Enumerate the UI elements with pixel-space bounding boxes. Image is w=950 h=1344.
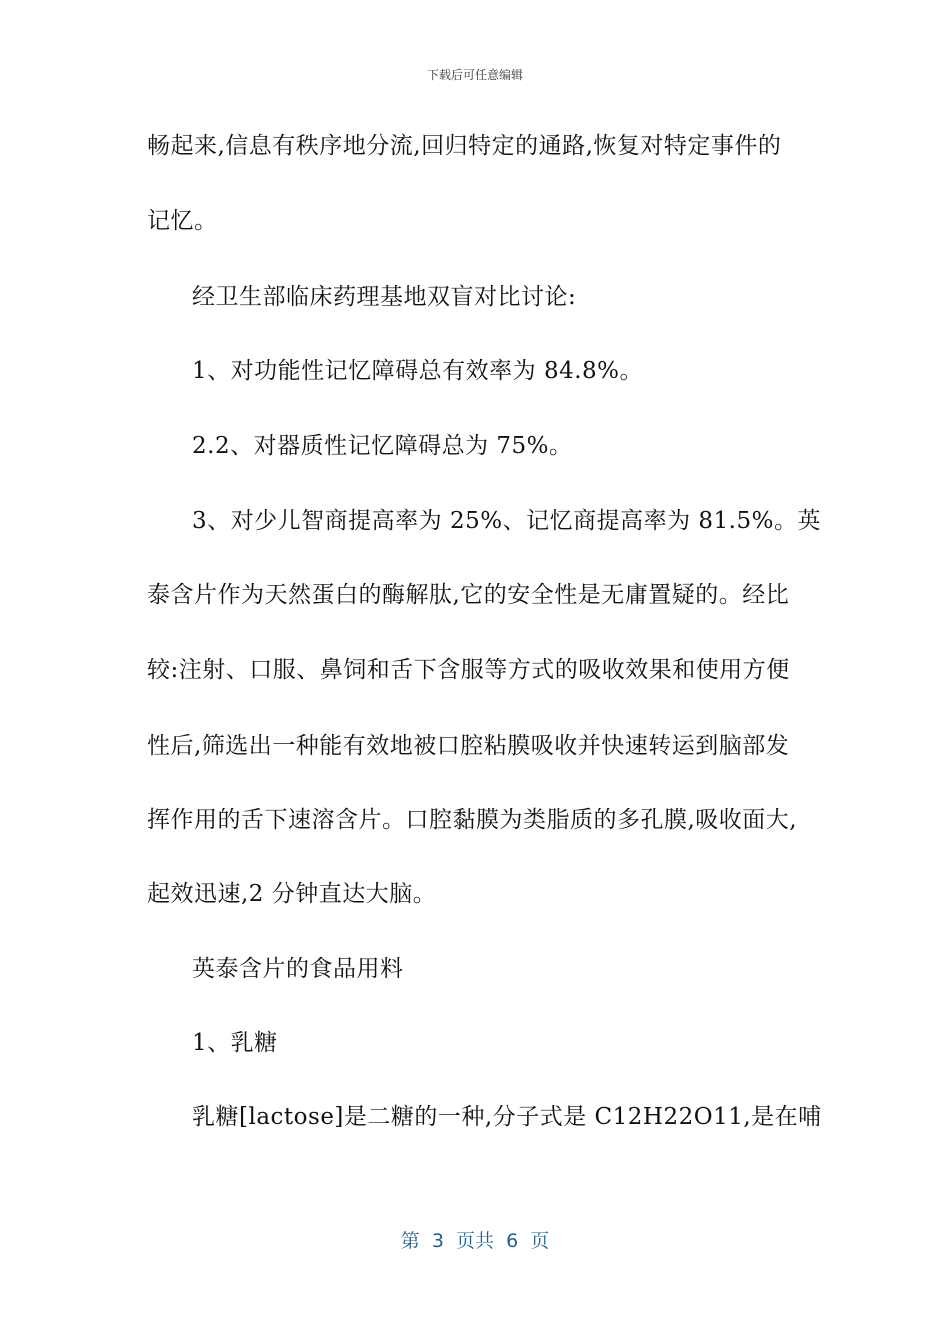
body-line-14: 乳糖[lactose]是二糖的一种,分子式是 C12H22O11,是在哺 xyxy=(192,1104,822,1130)
body-line-4: 1、对功能性记忆障碍总有效率为 84.8%。 xyxy=(192,358,644,384)
body-line-6: 3、对少儿智商提高率为 25%、记忆商提高率为 81.5%。英 xyxy=(192,508,821,534)
body-line-5: 2.2、对器质性记忆障碍总为 75%。 xyxy=(192,433,573,459)
body-line-3: 经卫生部临床药理基地双盲对比讨论: xyxy=(192,284,577,310)
body-line-11: 起效迅速,2 分钟直达大脑。 xyxy=(147,881,437,907)
body-line-10: 挥作用的舌下速溶含片。口腔黏膜为类脂质的多孔膜,吸收面大, xyxy=(147,807,798,833)
body-line-7: 泰含片作为天然蛋白的酶解肽,它的安全性是无庸置疑的。经比 xyxy=(147,582,790,608)
body-line-2: 记忆。 xyxy=(147,208,218,234)
body-line-9: 性后,筛选出一种能有效地被口腔粘膜吸收并快速转运到脑部发 xyxy=(147,733,790,759)
page-header: 下载后可任意编辑 xyxy=(426,68,523,82)
body-line-8: 较:注射、口服、鼻饲和舌下含服等方式的吸收效果和使用方便 xyxy=(147,657,790,683)
body-line-1: 畅起来,信息有秩序地分流,回归特定的通路,恢复对特定事件的 xyxy=(147,133,782,159)
section-heading: 英泰含片的食品用料 xyxy=(192,956,404,982)
page-footer: 第 3 页共 6 页 xyxy=(400,1230,550,1252)
list-item-lactose: 1、乳糖 xyxy=(192,1030,278,1056)
